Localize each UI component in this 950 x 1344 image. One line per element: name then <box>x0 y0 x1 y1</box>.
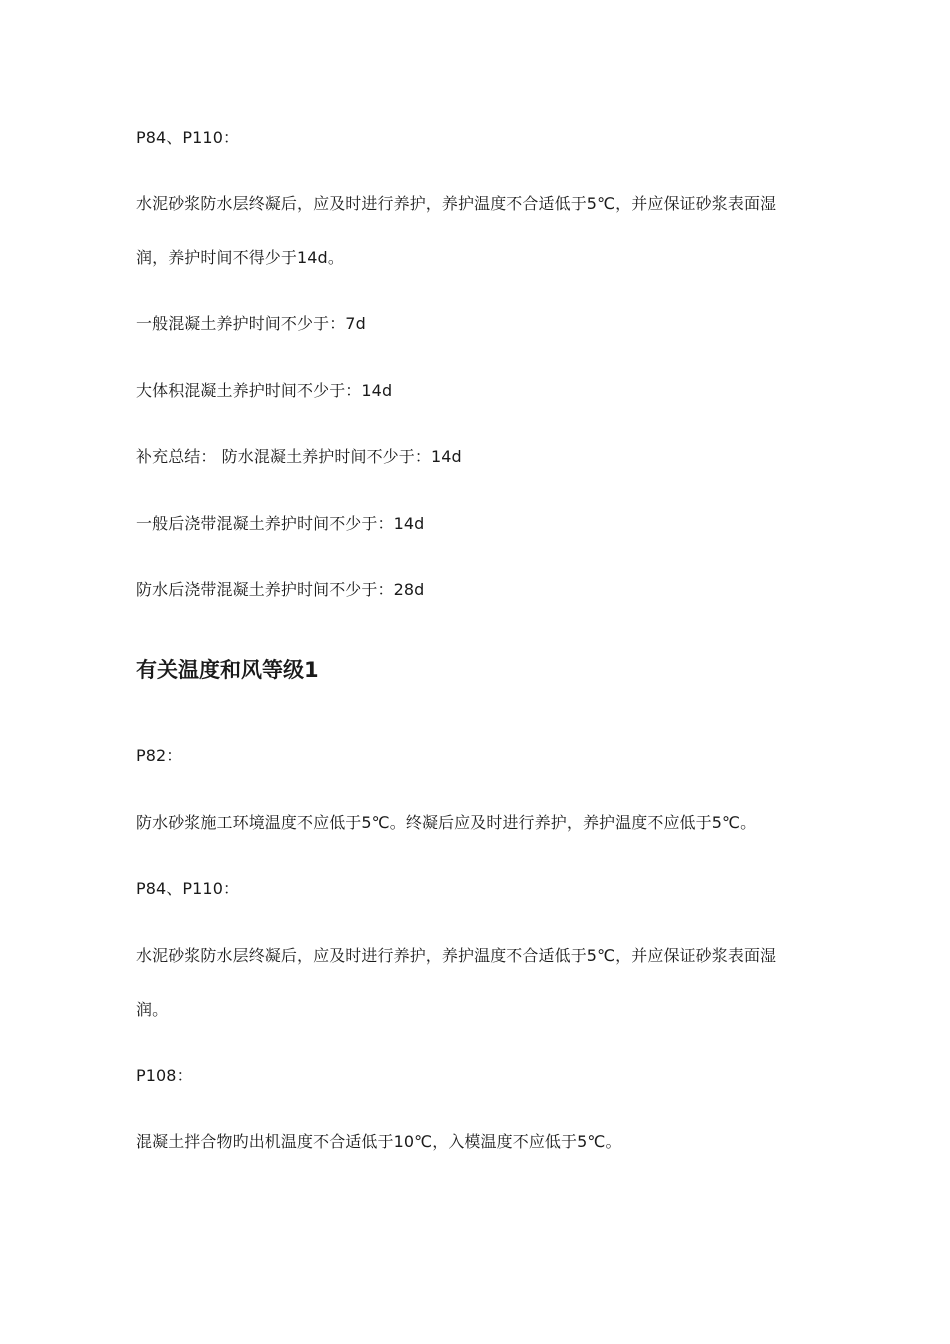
paragraph-line: 水泥砂浆防水层终凝后，应及时进行养护，养护温度不合适低于5℃，并应保证砂浆表面湿 <box>136 946 777 965</box>
paragraph-line: 混凝土拌合物旳出机温度不合适低于10℃，入模温度不应低于5℃。 <box>136 1132 622 1151</box>
section-heading: 有关温度和风等级1 <box>136 658 319 682</box>
curing-time-item: 一般混凝土养护时间不少于：7d <box>136 314 366 333</box>
page-reference: P108： <box>136 1066 193 1085</box>
page-reference: P84、P110： <box>136 128 240 147</box>
curing-time-item: 防水后浇带混凝土养护时间不少于：28d <box>136 580 425 599</box>
curing-time-item: 补充总结： 防水混凝土养护时间不少于：14d <box>136 447 462 466</box>
paragraph-line: 润，养护时间不得少于14d。 <box>136 248 344 267</box>
page-reference: P82： <box>136 746 183 765</box>
paragraph-line: 防水砂浆施工环境温度不应低于5℃。终凝后应及时进行养护，养护温度不应低于5℃。 <box>136 813 757 832</box>
paragraph-line: 润。 <box>136 1000 169 1019</box>
curing-time-item: 一般后浇带混凝土养护时间不少于：14d <box>136 514 425 533</box>
paragraph-line: 水泥砂浆防水层终凝后，应及时进行养护，养护温度不合适低于5℃，并应保证砂浆表面湿 <box>136 194 777 213</box>
page-reference: P84、P110： <box>136 879 240 898</box>
curing-time-item: 大体积混凝土养护时间不少于：14d <box>136 381 393 400</box>
